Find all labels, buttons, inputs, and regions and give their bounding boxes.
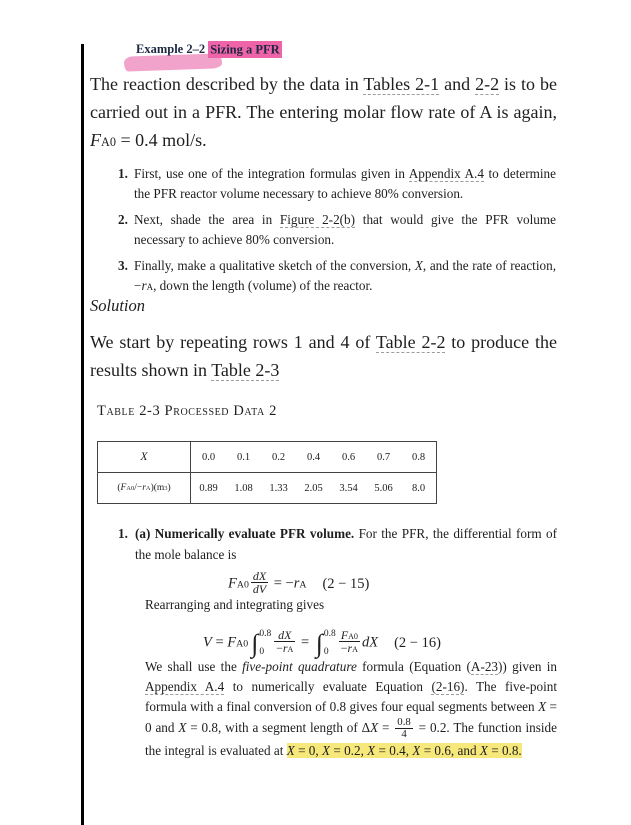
cross-ref-link[interactable]: Table 2-3 — [211, 360, 280, 380]
repeat-paragraph — [90, 328, 557, 384]
task-text — [134, 164, 556, 204]
text-segment: ) — [167, 483, 171, 493]
task-item-2 — [118, 210, 556, 250]
text-segment: A0 — [236, 579, 249, 591]
text-segment: V — [203, 634, 212, 651]
text-segment: X — [322, 742, 331, 758]
text-segment: = 0.8. — [487, 742, 522, 758]
text-segment: The reaction described by the data in — [90, 74, 364, 94]
task-list — [118, 164, 556, 302]
table-cell: 0.89 — [199, 482, 218, 494]
processed-data-table — [97, 441, 437, 504]
table-cell: 5.06 — [374, 482, 393, 494]
text-segment: = − — [270, 575, 294, 592]
fraction — [274, 629, 295, 655]
text-segment: X — [370, 719, 379, 735]
text-segment: X — [367, 742, 376, 758]
text-segment: = 0.2. The function inside the integral is evaluated at — [145, 719, 557, 758]
text-segment: Example 2–2 — [136, 42, 209, 56]
margin-rule — [81, 44, 84, 825]
text-segment: r — [293, 575, 300, 592]
task-item-1 — [118, 164, 556, 204]
text-segment: is to be carried out in a PFR. The entering molar flow rate of A is again, — [90, 74, 558, 122]
cross-ref-link[interactable]: A-23 — [470, 659, 499, 674]
text-segment: five-point quadrature — [242, 659, 357, 674]
text-segment: dX — [278, 628, 292, 642]
text-segment: r — [141, 278, 147, 293]
text-segment: (2 − 15) — [322, 575, 370, 592]
rearranging-text: Rearranging and integrating gives — [145, 597, 325, 612]
text-segment: r — [282, 641, 288, 656]
task-number: 1. — [118, 166, 128, 181]
cross-ref-link[interactable]: (2-16) — [431, 679, 465, 694]
cross-ref-link[interactable]: Figure 2-2(b) — [279, 212, 356, 227]
text-segment: dV — [252, 582, 267, 597]
text-segment: 3 — [164, 485, 168, 492]
table-cell: 3.54 — [339, 482, 358, 494]
cross-ref-link[interactable]: Appendix A.4 — [145, 679, 225, 694]
task-number: 3. — [118, 258, 128, 273]
text-segment: (a) Numerically evaluate PFR volume. — [135, 526, 355, 541]
text-segment: X — [286, 742, 295, 758]
task-item-3 — [118, 256, 556, 296]
table-cell: 0.8 — [401, 442, 437, 473]
table-cell: 0.2 — [261, 442, 296, 473]
equation-2-15 — [228, 570, 369, 596]
text-segment: = 0.4, — [375, 742, 413, 758]
table-cell: 0.7 — [366, 442, 401, 473]
text-segment: to determine the PFR reactor volume necessary to achieve 80% conversion. — [134, 166, 556, 201]
quadrature-paragraph — [145, 657, 557, 761]
table-cell: 0.6 — [331, 442, 366, 473]
example-heading-text — [136, 42, 282, 56]
text-segment: A0 — [348, 632, 358, 641]
table-caption: Table 2-3 Processed Data 2 — [97, 403, 277, 419]
table-cell: 1.08 — [234, 482, 253, 494]
text-segment: X — [178, 719, 187, 735]
integral-sign: ∫ 0.8 0 — [315, 628, 336, 658]
text-segment: F — [120, 483, 127, 493]
task-number: 2. — [118, 212, 128, 227]
fraction — [395, 717, 413, 741]
table-cell: 0.0 — [191, 442, 227, 473]
fraction — [251, 570, 268, 596]
text-segment: that would give the PFR volume necessary to achieve 80% conversion. — [134, 212, 556, 247]
text-segment: For the PFR, the differential form of the mole balance is — [135, 526, 558, 562]
text-segment: r — [347, 641, 353, 656]
example-heading — [136, 42, 282, 57]
step-1a-item — [118, 523, 557, 565]
text-segment: = — [211, 634, 228, 651]
text-segment: , and the rate of reaction, − — [134, 258, 556, 293]
text-segment: F — [90, 130, 101, 150]
text-segment: X — [538, 699, 547, 714]
text-segment: Sizing a PFR — [210, 42, 280, 56]
text-segment: dX — [252, 569, 267, 583]
text-segment: We shall use the — [145, 659, 243, 674]
text-segment: A — [299, 579, 307, 591]
text-segment: Next, shade the area in — [134, 212, 280, 227]
text-segment: (2 − 16) — [394, 634, 441, 651]
text-segment: )(m — [150, 483, 165, 493]
table-cell: 2.05 — [304, 482, 323, 494]
text-segment: Finally, make a qualitative sketch of the conversion, — [134, 258, 415, 273]
cross-ref-link[interactable]: Appendix A.4 — [408, 166, 484, 181]
table-cell: 0.4 — [296, 442, 331, 473]
task-text — [134, 256, 556, 296]
fraction — [339, 629, 360, 655]
cross-ref-link[interactable]: Tables 2-1 — [363, 74, 440, 94]
text-segment: A — [352, 645, 358, 655]
text-segment: 0.8 — [397, 716, 411, 728]
table-body — [98, 442, 437, 504]
text-segment: We start by repeating rows 1 and 4 of — [90, 332, 376, 352]
text-segment: r — [142, 483, 146, 493]
text-segment: F — [340, 628, 349, 642]
task-text — [134, 210, 556, 250]
step-number: 1. — [118, 526, 128, 541]
text-segment: = 0.2, — [330, 742, 368, 758]
row-label-cell — [98, 473, 191, 504]
solution-heading: Solution — [90, 296, 146, 315]
text-segment: X — [414, 258, 423, 273]
text-segment: = 0.4 mol/s. — [115, 130, 207, 150]
text-segment: dX — [361, 634, 379, 651]
text-segment: A0 — [101, 135, 116, 149]
text-segment: X — [412, 742, 421, 758]
text-segment: )) given in — [498, 659, 558, 674]
text-segment: = 0.6, and — [420, 742, 480, 758]
text-segment: , down the length (volume) of the reactor. — [153, 278, 373, 293]
equation-2-16 — [203, 629, 441, 657]
text-segment: . The five-point formula with a final conversion of 0.8 gives four equal segments between — [145, 679, 557, 714]
text-segment: A0 — [236, 638, 249, 650]
text-segment: = — [378, 719, 394, 735]
integral-sign: ∫ 0.8 0 — [251, 628, 272, 658]
step-text — [135, 523, 557, 565]
text-segment: X — [140, 451, 148, 463]
cross-ref-link[interactable]: Table 2-2 — [375, 332, 446, 352]
text-segment: = 0, — [294, 742, 322, 758]
table-cell: 1.33 — [269, 482, 288, 494]
text-segment: ( — [117, 483, 121, 493]
table-row — [98, 442, 437, 473]
text-segment: to numerically evaluate Equation — [224, 679, 432, 694]
text-segment: A0 — [126, 485, 135, 492]
table-cell: 0.1 — [226, 442, 261, 473]
text-segment: A — [145, 485, 151, 492]
text-segment: F — [228, 575, 237, 592]
text-segment: /− — [134, 483, 143, 493]
text-segment: = 0 and — [145, 699, 557, 735]
text-segment: A — [287, 645, 294, 655]
text-segment: First, use one of the integration formulas given in — [134, 166, 409, 181]
table-cell: 8.0 — [411, 482, 426, 494]
text-segment: and — [439, 74, 476, 94]
table-row — [98, 473, 437, 504]
text-segment: A — [146, 282, 154, 292]
text-segment: − — [276, 641, 283, 656]
text-segment: F — [227, 634, 237, 651]
cross-ref-link[interactable]: 2-2 — [475, 74, 500, 94]
text-segment: − — [340, 641, 348, 656]
row-label-cell — [98, 442, 191, 473]
text-segment: formula (Equation ( — [356, 659, 471, 674]
text-segment: = 0.8, with a segment length of Δ — [186, 719, 371, 735]
intro-paragraph — [90, 70, 557, 154]
text-segment: = — [297, 634, 313, 651]
text-segment: to produce the results shown in — [90, 332, 557, 380]
text-segment: 4 — [401, 728, 407, 741]
text-segment: X — [479, 742, 488, 758]
